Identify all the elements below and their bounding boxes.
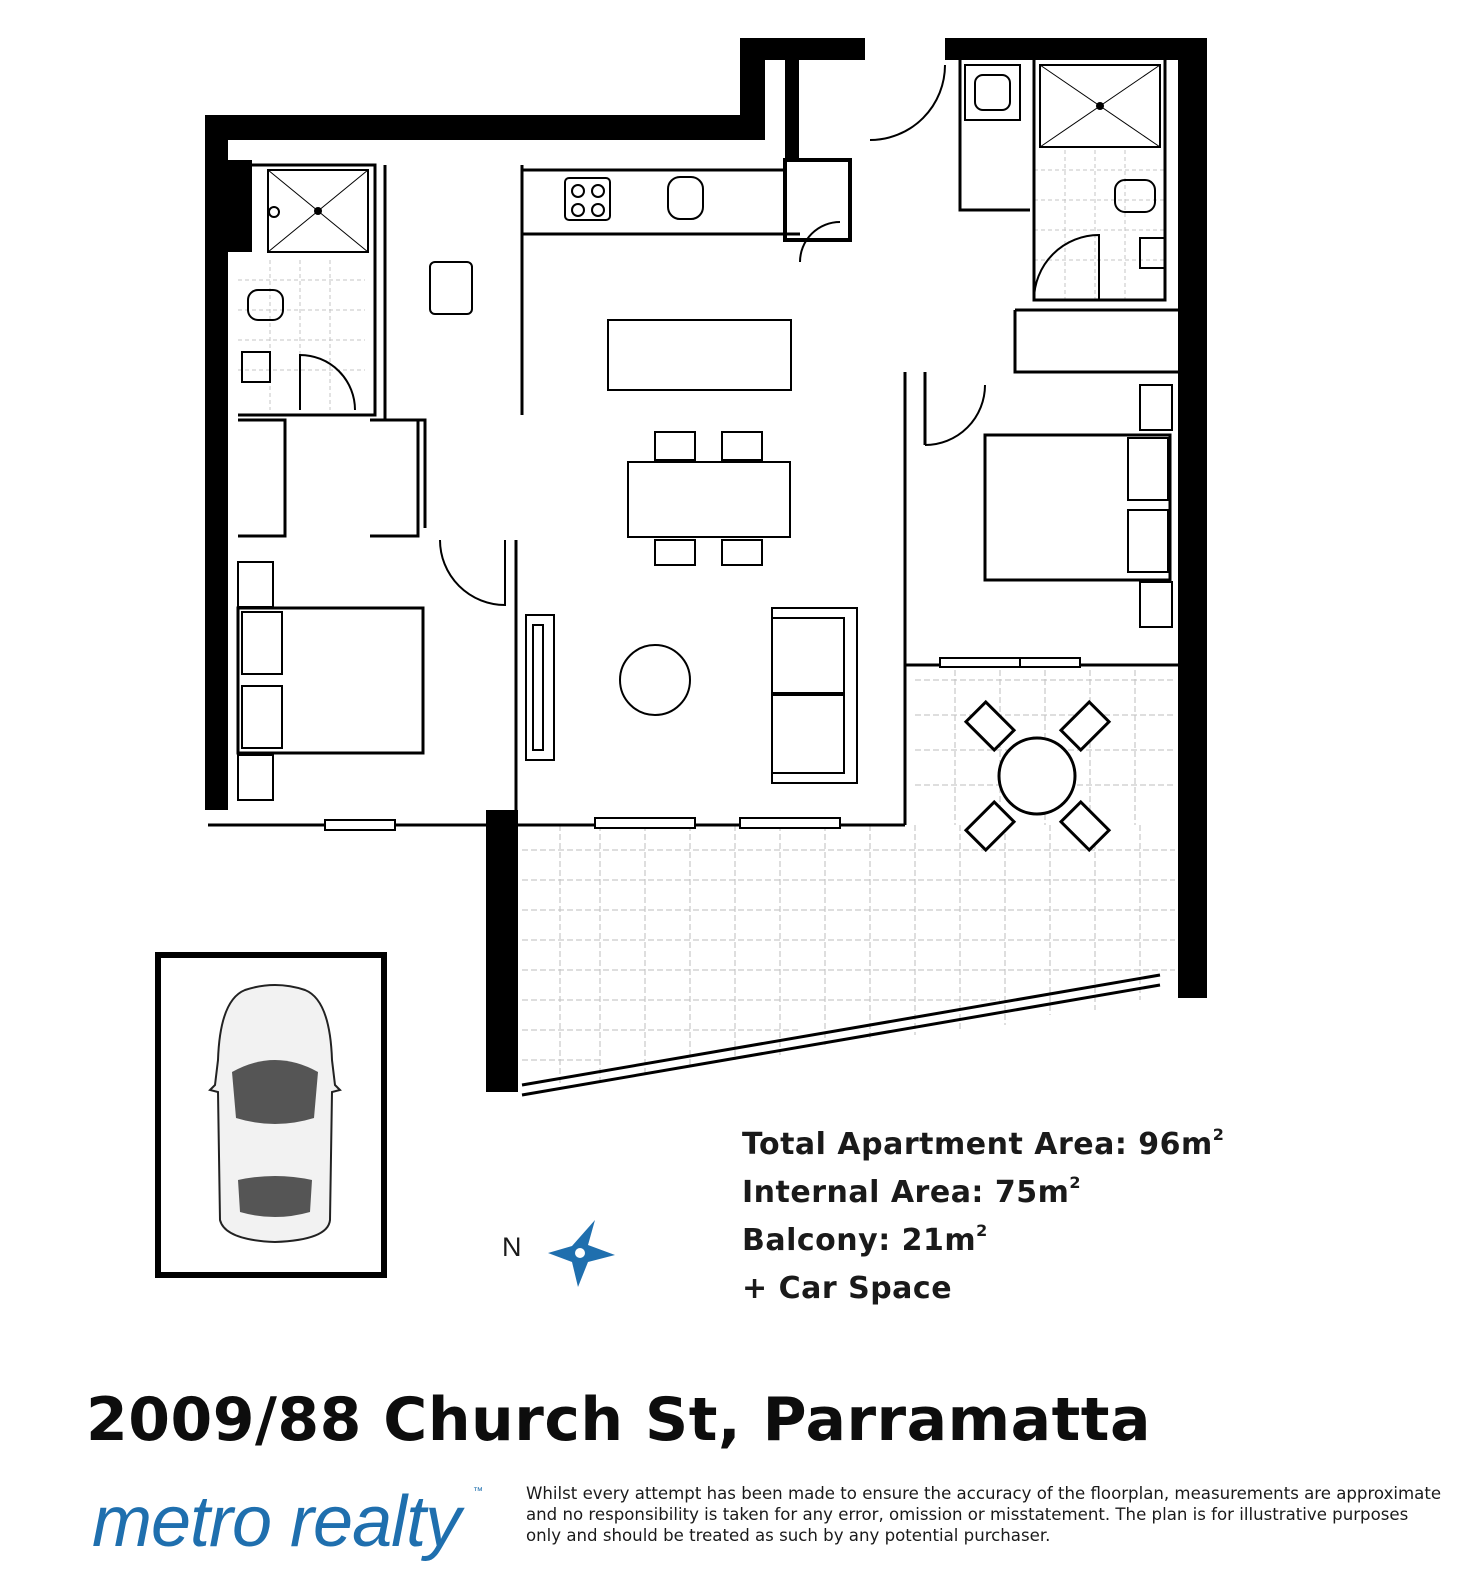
balcony-table bbox=[966, 702, 1109, 850]
total-area: Total Apartment Area: $96m^2$ bbox=[742, 1125, 1225, 1162]
windows bbox=[325, 658, 1080, 830]
logo-trademark: ™ bbox=[473, 1486, 483, 1497]
bedroom-1 bbox=[238, 562, 423, 800]
car-icon bbox=[210, 985, 340, 1242]
living-furniture bbox=[526, 608, 857, 783]
study-desk bbox=[430, 262, 472, 314]
compass-icon bbox=[548, 1220, 615, 1287]
walls bbox=[205, 38, 1207, 1092]
car-space bbox=[158, 955, 384, 1275]
kitchen bbox=[565, 177, 791, 390]
internal-area: Internal Area: $75m^2$ bbox=[742, 1173, 1082, 1210]
balcony-area: Balcony: $21m^2$ bbox=[742, 1221, 988, 1258]
disclaimer-text: Whilst every attempt has been made to ensure the accuracy of the floorplan, measurements are approximate and no responsibility is taken for any error, omission or misstatement. The plan is for illustrative purposes only and should be treated as such by any potential purchaser. bbox=[526, 1484, 1442, 1545]
north-label: N bbox=[502, 1232, 522, 1262]
dining-set bbox=[628, 432, 790, 565]
bedroom-2 bbox=[985, 385, 1172, 627]
car-space-label: + Car Space bbox=[742, 1271, 953, 1306]
metro-realty-logo: metro realty bbox=[92, 1482, 461, 1562]
doors bbox=[300, 65, 1099, 605]
bathroom-1 bbox=[242, 170, 368, 382]
property-address: 2009/88 Church St, Parramatta bbox=[86, 1385, 1151, 1455]
